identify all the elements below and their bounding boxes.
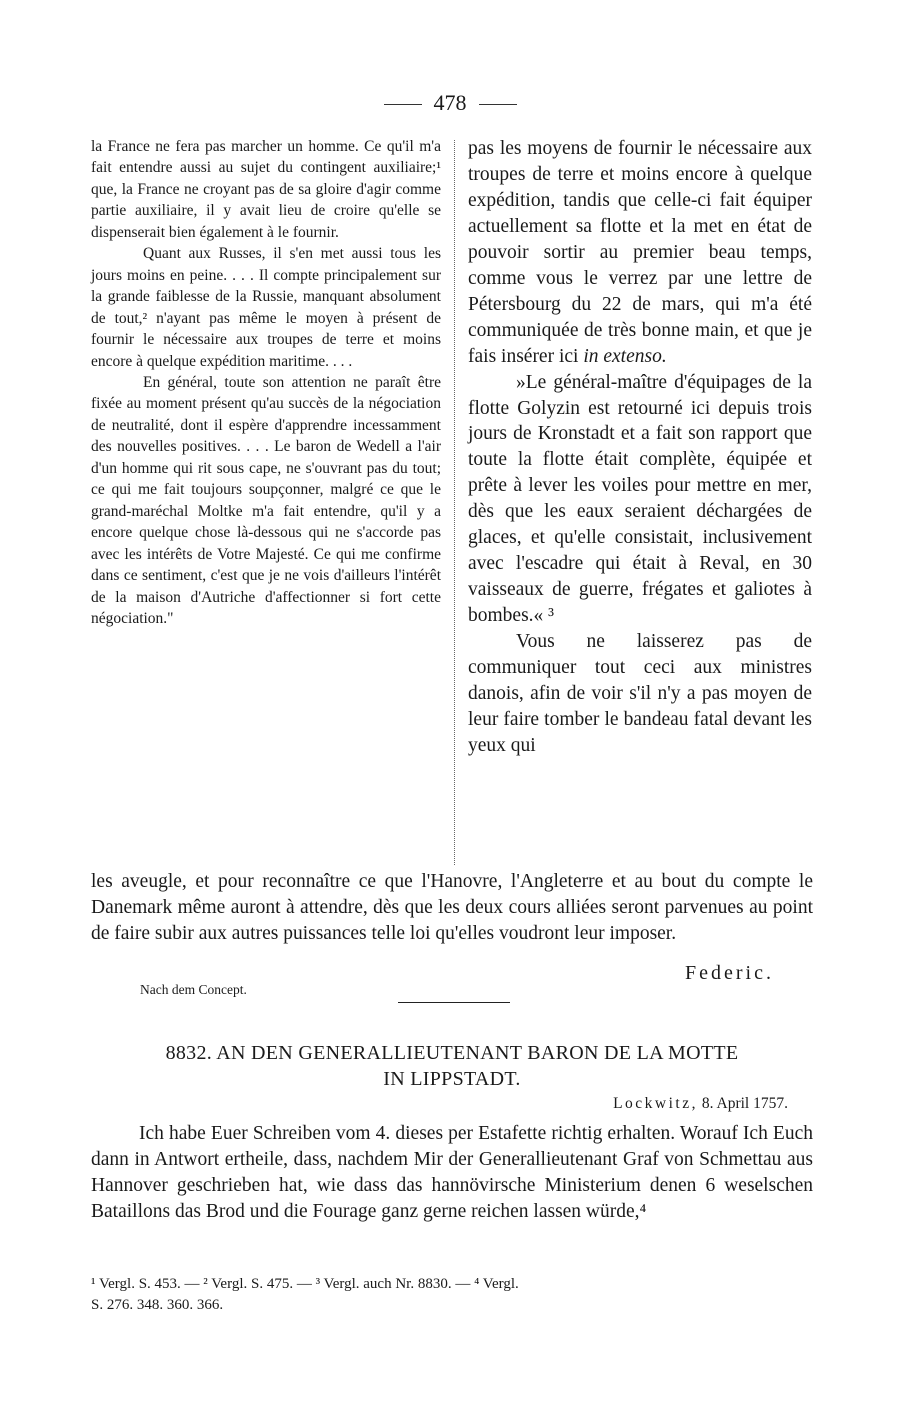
footnote-line-1: ¹ Vergl. S. 453. — ² Vergl. S. 475. — ³ Vergl. auch Nr. 8830. — ⁴ Vergl.: [91, 1276, 519, 1292]
dateline: [400, 1095, 788, 1113]
left-paragraph-2: Quant aux Russes, il s'en met aussi tous les jours moins en peine. . . . Il compte principalement sur la grande faiblesse de la Russie, manquant absolument de tout,² n'ayant pas même le moyen à présent de fournir le nécessaire aux troupes de terre et moins encore à quelque expédition maritime. . . .: [91, 245, 441, 370]
right-paragraph-1: [468, 136, 812, 370]
section-rule: [398, 1002, 510, 1003]
left-paragraph-3: En général, toute son attention ne paraît être fixée au moment présent qu'au succès de la négociation de neutralité, dont il espère d'apprendre incessamment des nouvelles positives. . . . Le baron de Wedell a l'air d'un homme qui rit sous cape, ne s'ouvrant pas du tout; ce qui me fait toujours soupçonner, malgré ce que le grand-maréchal Moltke m'a fait entendre, qu'il y a encore quelque chose là-dessous qui ne s'accorde pas avec les intérêts de Votre Majesté. Ce qui me confirme dans ce sentiment, c'est que je ne vois d'ailleurs l'intérêt de la maison d'Autriche d'affectionner si fort cette négociation.": [91, 373, 441, 627]
heading-line-2: IN LIPPSTADT.: [383, 1068, 521, 1090]
in-extenso-italic: in extenso.: [583, 345, 667, 367]
footnote-line-2: S. 276. 348. 360. 366.: [91, 1297, 224, 1313]
right-column-letter: [468, 136, 812, 759]
document-body-text: Ich habe Euer Schreiben vom 4. dieses per Estafette richtig erhalten. Worauf Ich Euch dann in Antwort ertheile, dass, nachdem Mir der Generallieutenant Graf von Schmettau aus Hannover geschrieben hat, wie dass das hannövirsche Ministerium denen 6 weselschen Bataillons das Brod und die Fourage ganz gerne reichen lassen würde,⁴: [91, 1123, 813, 1222]
dateline-place: Lockwitz,: [613, 1095, 698, 1112]
letter-continuation: les aveugle, et pour reconnaître ce que l'Hanovre, l'Angleterre et au bout du compte le Danemark même auront à attendre, dès que les deux cours alliées seront parvenues au point de faire subir aux autres puissances telle loi qu'elles voudront leur imposer.: [91, 871, 813, 944]
source-note: Nach dem Concept.: [140, 982, 247, 997]
page-number-text: 478: [433, 90, 467, 115]
signature: Federic.: [685, 962, 774, 984]
right-paragraph-1-text: pas les moyens de fournir le nécessaire aux troupes de terre et moins encore à quelque expédition, tandis que celle-ci fait équiper actuellement sa flotte et la met en état de pouvoir sortir au premier beau temps, comme vous le verrez par une lettre de Pétersbourg du 22 de mars, qui m'a été communiquée de très bonne main, et que je fais insérer ici: [468, 138, 812, 367]
column-divider: [454, 140, 455, 865]
page-number: [0, 90, 900, 116]
left-column-letter: [91, 136, 441, 629]
dateline-date: 8. April 1757.: [701, 1095, 788, 1112]
right-paragraph-2: »Le général-maître d'équipages de la flotte Golyzin est retourné ici depuis trois jours de Kronstadt et a fait son rapport que toute la flotte était complète, équipée et prête à lever les voiles pour mettre en mer, dès que les eaux seraient déchargées de glaces, et qu'elle consistait, inclusivement avec l'escadre qui était à Reval, en 30 vaisseaux de guerre, frégates et galiotes à bombes.« ³: [468, 371, 812, 627]
document-heading: [91, 1040, 813, 1092]
left-paragraph-1: la France ne fera pas marcher un homme. Ce qu'il m'a fait entendre aussi au sujet du contingent auxiliaire;¹ que, la France ne croyant pas de sa gloire d'agir comme partie auxiliaire, il y avait lieu de croire qu'elle se dispenserait bien également à le fournir.: [91, 138, 441, 241]
page-number-dash-right: [479, 104, 517, 105]
page-number-dash-left: [384, 104, 422, 105]
document-body: [91, 1121, 813, 1225]
right-paragraph-3: Vous ne laisserez pas de communiquer tout ceci aux ministres danois, afin de voir s'il n'y a pas moyen de leur faire tomber le bandeau fatal devant les yeux qui: [468, 631, 812, 756]
heading-line-1: 8832. AN DEN GENERALLIEUTENANT BARON DE LA MOTTE: [165, 1042, 739, 1064]
footnotes: [91, 1274, 809, 1316]
